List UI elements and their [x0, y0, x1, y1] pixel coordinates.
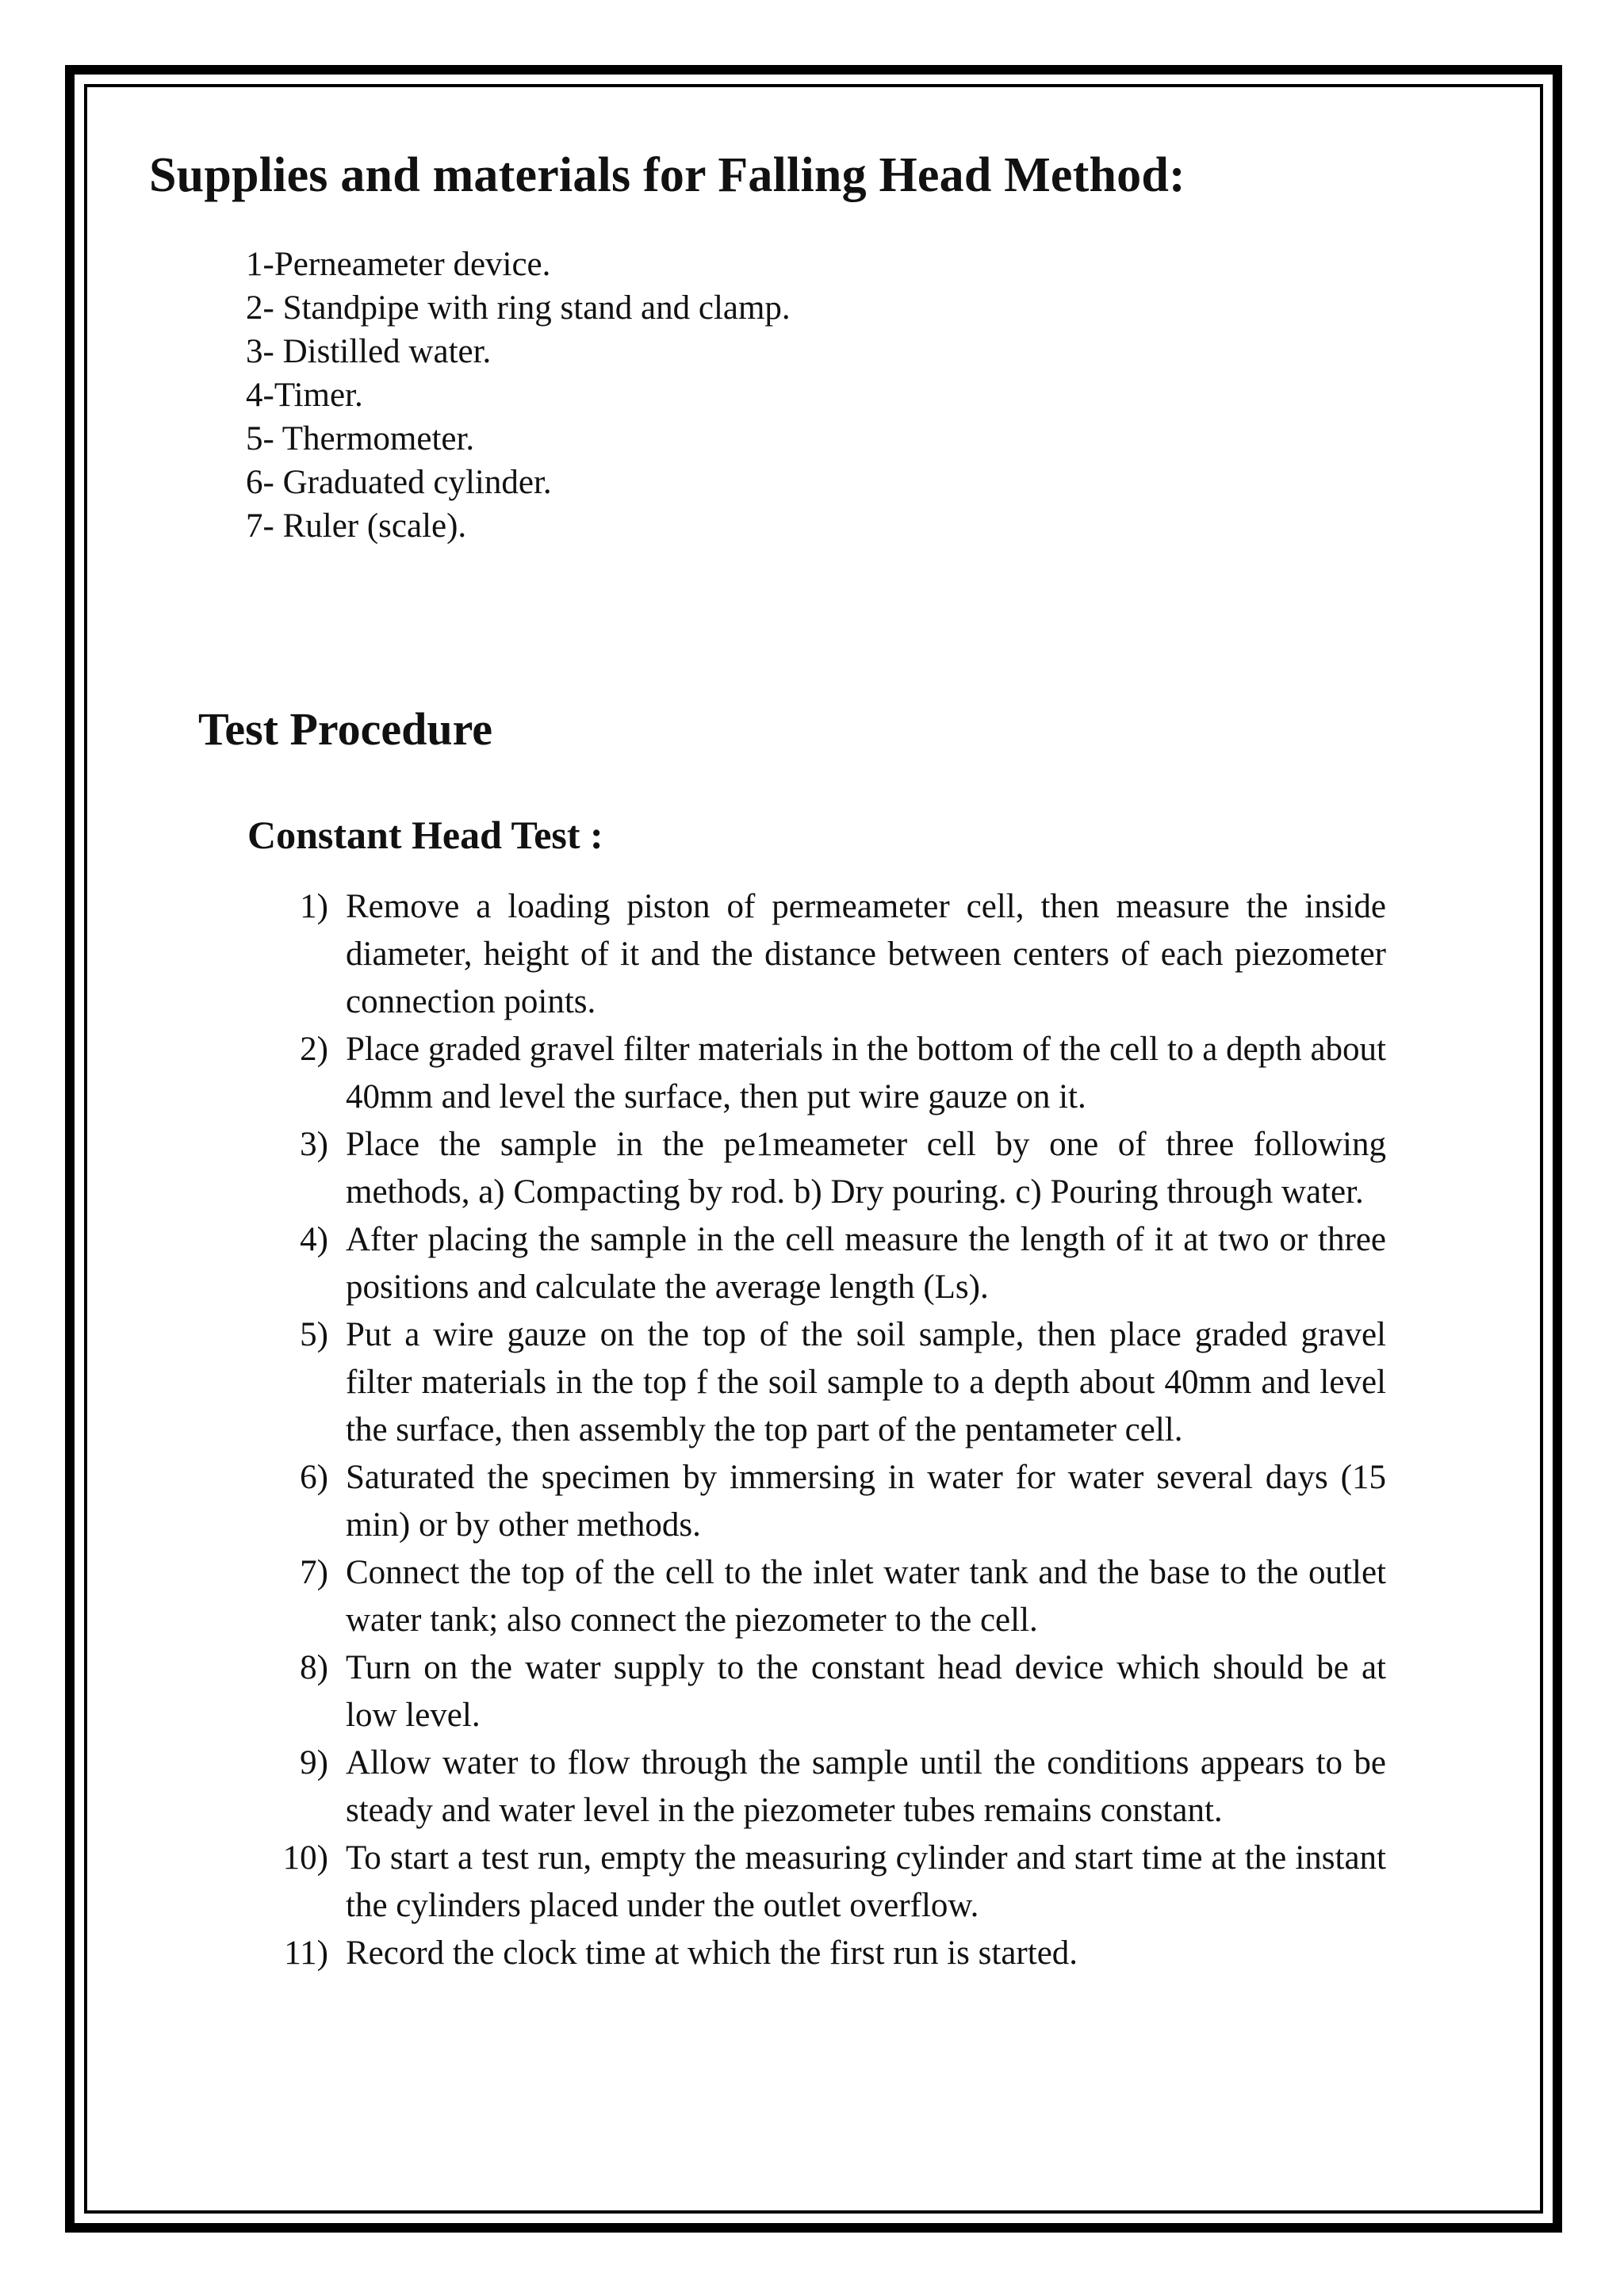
- step-number: 5): [300, 1316, 328, 1353]
- supplies-item: 2- Standpipe with ring stand and clamp.: [246, 289, 791, 327]
- procedure-step: [270, 1454, 1386, 1549]
- supplies-heading: Supplies and materials for Falling Head Method:: [149, 148, 1185, 202]
- supplies-item: 3- Distilled water.: [246, 333, 492, 370]
- step-text: Allow water to flow through the sample until the conditions appears to be steady and water level in the piezometer tubes remains constant.: [346, 1744, 1386, 1829]
- step-text: Record the clock time at which the first run is started.: [346, 1934, 1078, 1972]
- step-text: Put a wire gauze on the top of the soil sample, then place graded gravel filter materials in the top f the soil sample to a depth about 40mm and level the surface, then assembly the top part of the pentameter cell.: [346, 1316, 1386, 1448]
- procedure-step: [270, 1644, 1386, 1739]
- procedure-step: [270, 1026, 1386, 1121]
- step-number: 7): [300, 1554, 328, 1591]
- step-number: 11): [284, 1934, 328, 1972]
- step-number: 4): [300, 1221, 328, 1258]
- procedure-steps-list: [270, 883, 1386, 1977]
- supplies-item: 6- Graduated cylinder.: [246, 464, 552, 501]
- test-procedure-heading: Test Procedure: [198, 703, 493, 755]
- procedure-step: [270, 1216, 1386, 1311]
- procedure-step: [270, 1930, 1386, 1977]
- step-text: Saturated the specimen by immersing in water for water several days (15 min) or by other methods.: [346, 1459, 1386, 1544]
- supplies-list: [246, 243, 791, 548]
- procedure-step: [270, 1739, 1386, 1835]
- step-number: 1): [300, 888, 328, 925]
- step-text: Connect the top of the cell to the inlet water tank and the base to the outlet water tank; also connect the piezometer to the cell.: [346, 1554, 1386, 1639]
- supplies-item: 7- Ruler (scale).: [246, 507, 467, 545]
- step-number: 9): [300, 1744, 328, 1781]
- step-text: Place the sample in the pe1meameter cell by one of three following methods, a) Compacting by rod. b) Dry pouring. c) Pouring through water.: [346, 1126, 1386, 1211]
- step-number: 10): [282, 1839, 328, 1877]
- procedure-step: [270, 1835, 1386, 1930]
- procedure-step: [270, 1311, 1386, 1454]
- procedure-step: [270, 883, 1386, 1026]
- procedure-step: [270, 1549, 1386, 1644]
- step-text: Remove a loading piston of permeameter cell, then measure the inside diameter, height of it and the distance between centers of each piezometer connection points.: [346, 888, 1386, 1020]
- supplies-item: 1-Perneameter device.: [246, 246, 551, 283]
- step-text: After placing the sample in the cell measure the length of it at two or three positions and calculate the average length (Ls).: [346, 1221, 1386, 1306]
- step-text: Turn on the water supply to the constant head device which should be at low level.: [346, 1649, 1386, 1734]
- step-number: 8): [300, 1649, 328, 1686]
- procedure-step: [270, 1121, 1386, 1216]
- step-number: 3): [300, 1126, 328, 1163]
- step-number: 6): [300, 1459, 328, 1496]
- constant-head-test-heading: Constant Head Test :: [247, 813, 603, 857]
- step-text: Place graded gravel filter materials in the bottom of the cell to a depth about 40mm and level the surface, then put wire gauze on it.: [346, 1031, 1386, 1115]
- supplies-item: 5- Thermometer.: [246, 420, 475, 457]
- step-number: 2): [300, 1031, 328, 1068]
- step-text: To start a test run, empty the measuring cylinder and start time at the instant the cylinders placed under the outlet overflow.: [346, 1839, 1386, 1924]
- supplies-item: 4-Timer.: [246, 377, 363, 414]
